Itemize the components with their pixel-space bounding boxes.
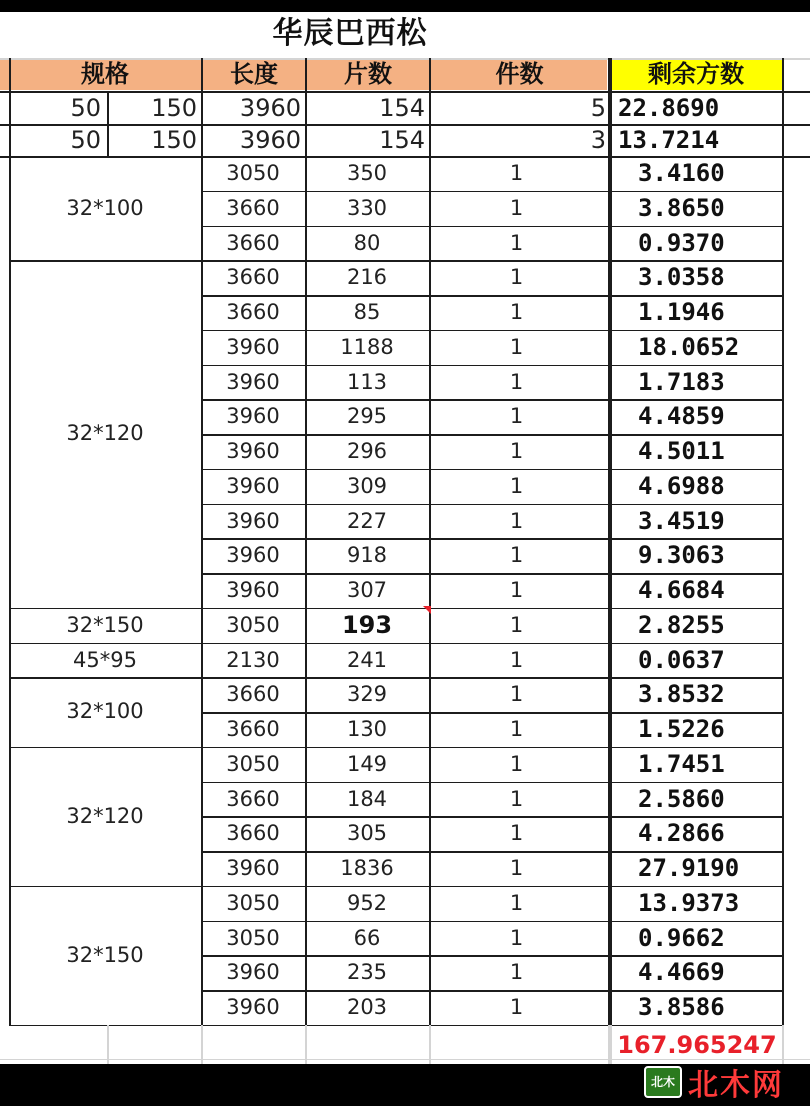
- cell-remaining[interactable]: 1.1946: [638, 298, 725, 326]
- cell-length[interactable]: 3960: [226, 960, 280, 985]
- grid-vline: [9, 677, 11, 747]
- grid-hline: [201, 330, 782, 332]
- grid-vline: [9, 643, 11, 678]
- grid-vline: [9, 260, 11, 608]
- cell-spec-thickness[interactable]: 50: [70, 94, 101, 122]
- cell-count[interactable]: 1: [509, 230, 524, 255]
- cell-remaining[interactable]: 0.0637: [638, 645, 725, 674]
- cell-length[interactable]: 3660: [226, 717, 280, 741]
- grid-vline: [201, 92, 203, 124]
- header-fill-edge: [0, 58, 9, 90]
- grid-hline: [0, 58, 810, 60]
- cell-spec-width[interactable]: 150: [151, 126, 197, 154]
- cell-count[interactable]: 1: [509, 473, 524, 498]
- cell-pieces[interactable]: 329: [346, 682, 388, 707]
- grid-vline: [107, 92, 109, 124]
- cell-count[interactable]: 1: [509, 161, 524, 185]
- cell-pieces[interactable]: 241: [346, 647, 388, 672]
- watermark-logo-icon: 北木: [644, 1066, 682, 1098]
- cell-spec-thickness[interactable]: 50: [70, 126, 101, 154]
- cell-remaining[interactable]: 18.0652: [638, 332, 740, 361]
- watermark-text: 北木网: [688, 1068, 784, 1103]
- grid-vline: [107, 124, 109, 156]
- cell-length[interactable]: 3050: [226, 890, 280, 915]
- grid-vline: [610, 58, 612, 92]
- cell-length[interactable]: 3960: [226, 508, 280, 533]
- cell-spec-group[interactable]: 32*100: [66, 699, 144, 724]
- grid-vline: [429, 156, 431, 1025]
- grid-hline: [201, 608, 782, 610]
- cell-pieces[interactable]: 66: [353, 925, 381, 950]
- cell-length[interactable]: 3660: [226, 300, 280, 324]
- grid-vline: [305, 92, 307, 124]
- grid-hline: [201, 1025, 782, 1027]
- cell-count[interactable]: 1: [509, 543, 524, 568]
- cell-remaining[interactable]: 1.7183: [638, 367, 725, 396]
- cell-remaining[interactable]: 1.5226: [638, 715, 725, 743]
- grid-hline: [201, 782, 782, 784]
- grid-vline: [201, 124, 203, 156]
- cell-count[interactable]: 1: [509, 334, 524, 359]
- cell-count[interactable]: 1: [509, 995, 524, 1019]
- grid-vline: [782, 58, 784, 92]
- grid-hline: [201, 990, 782, 992]
- cell-pieces[interactable]: 1836: [340, 856, 394, 880]
- grid-hline: [201, 955, 782, 957]
- grid-hline: [201, 573, 782, 575]
- cell-length[interactable]: 3050: [226, 751, 280, 776]
- grid-hline: [201, 677, 782, 679]
- cell-remaining[interactable]: 3.4160: [638, 159, 725, 187]
- cell-count[interactable]: 1: [509, 439, 524, 463]
- cell-spec-group[interactable]: 32*100: [66, 196, 144, 220]
- grid-hline: [201, 260, 782, 262]
- cell-remaining[interactable]: 3.8586: [638, 993, 725, 1021]
- grid-vline: [429, 1025, 431, 1064]
- cell-pieces[interactable]: 296: [346, 439, 388, 463]
- cell-remaining[interactable]: 0.9370: [638, 228, 725, 257]
- grid-hline: [201, 295, 782, 297]
- cell-length[interactable]: 3960: [226, 578, 280, 602]
- cell-remaining[interactable]: 4.6988: [638, 471, 725, 500]
- cell-remaining[interactable]: 4.6684: [638, 576, 725, 604]
- grid-hline: [201, 747, 782, 749]
- cell-count[interactable]: 1: [509, 751, 524, 776]
- cell-length[interactable]: 3960: [239, 126, 301, 154]
- grid-vline: [107, 1025, 109, 1064]
- grid-vline: [429, 124, 431, 156]
- cell-remaining[interactable]: 13.9373: [638, 888, 740, 917]
- cell-remaining[interactable]: 2.5860: [638, 784, 725, 813]
- header-pieces[interactable]: 片数: [344, 60, 392, 88]
- cell-spec-group[interactable]: 45*95: [73, 647, 137, 672]
- total-remaining[interactable]: 167.965247: [617, 1031, 777, 1059]
- cell-pieces[interactable]: 350: [346, 161, 388, 185]
- cell-count[interactable]: 5: [590, 94, 606, 122]
- cell-length[interactable]: 3960: [226, 404, 280, 429]
- cell-count[interactable]: 1: [509, 369, 524, 394]
- cell-remaining[interactable]: 4.4669: [638, 958, 725, 987]
- grid-vline: [201, 260, 203, 608]
- grid-hline: [201, 643, 782, 645]
- grid-vline: [201, 1025, 203, 1064]
- grid-vline: [610, 156, 612, 1025]
- cell-remaining[interactable]: 3.8532: [638, 680, 725, 709]
- cell-length[interactable]: 3960: [226, 995, 280, 1019]
- cell-length[interactable]: 3960: [239, 94, 301, 122]
- grid-vline: [9, 124, 11, 156]
- grid-vline: [9, 92, 11, 124]
- cell-pieces[interactable]: 80: [353, 230, 381, 255]
- cell-count[interactable]: 1: [509, 578, 524, 602]
- cell-count[interactable]: 1: [509, 404, 524, 429]
- cell-pieces[interactable]: 307: [346, 578, 388, 602]
- cell-pieces[interactable]: 305: [346, 821, 388, 846]
- cell-count[interactable]: 1: [509, 856, 524, 880]
- cell-remaining[interactable]: 4.5011: [638, 437, 725, 465]
- cell-remaining[interactable]: 1.7451: [638, 749, 725, 778]
- cell-count[interactable]: 1: [509, 647, 524, 672]
- cell-pieces[interactable]: 184: [346, 786, 388, 811]
- cell-count[interactable]: 1: [509, 682, 524, 707]
- grid-vline: [201, 58, 203, 92]
- grid-vline: [201, 643, 203, 678]
- cell-remaining[interactable]: 3.0358: [638, 263, 725, 292]
- grid-hline: [201, 921, 782, 923]
- cell-pieces[interactable]: 85: [353, 300, 381, 324]
- grid-hline: [0, 91, 810, 93]
- cell-count[interactable]: 1: [509, 717, 524, 741]
- cell-pieces[interactable]: 309: [346, 473, 388, 498]
- cell-pieces[interactable]: 295: [346, 404, 388, 429]
- grid-vline: [610, 92, 612, 124]
- grid-vline: [782, 1025, 784, 1064]
- grid-vline: [305, 124, 307, 156]
- cell-spec-width[interactable]: 150: [151, 94, 197, 122]
- cell-count[interactable]: 1: [509, 265, 524, 290]
- cell-spec-group[interactable]: 32*150: [66, 942, 144, 967]
- grid-vline: [201, 886, 203, 1025]
- grid-vline: [9, 58, 11, 92]
- cell-length[interactable]: 3660: [226, 821, 280, 846]
- cell-length[interactable]: 3960: [226, 543, 280, 568]
- cell-pieces[interactable]: 235: [346, 960, 388, 985]
- grid-hline: [201, 816, 782, 818]
- watermark: [644, 1064, 784, 1103]
- grid-vline: [305, 1025, 307, 1064]
- cell-length[interactable]: 3960: [226, 856, 280, 880]
- cell-remaining[interactable]: 22.8690: [618, 94, 720, 122]
- cell-length[interactable]: 3660: [226, 230, 280, 255]
- cell-count[interactable]: 1: [509, 960, 524, 985]
- cell-length[interactable]: 3050: [226, 925, 280, 950]
- cell-pieces[interactable]: 1188: [340, 334, 394, 359]
- grid-hline: [0, 156, 810, 158]
- cell-remaining[interactable]: 4.4859: [638, 402, 725, 431]
- grid-vline: [201, 747, 203, 886]
- grid-vline: [201, 156, 203, 260]
- grid-hline: [201, 191, 782, 193]
- grid-hline: [201, 886, 782, 888]
- cell-count[interactable]: 1: [509, 195, 524, 220]
- cell-count[interactable]: 1: [509, 300, 524, 324]
- grid-hline: [9, 747, 201, 749]
- grid-hline: [9, 886, 201, 888]
- cell-pieces[interactable]: 154: [379, 126, 425, 154]
- grid-vline: [782, 92, 784, 124]
- comment-marker-icon[interactable]: [423, 606, 431, 614]
- cell-length[interactable]: 3960: [226, 369, 280, 394]
- cell-remaining[interactable]: 0.9662: [638, 923, 725, 952]
- cell-remaining[interactable]: 3.4519: [638, 506, 725, 535]
- cell-count[interactable]: 1: [509, 612, 524, 637]
- cell-count[interactable]: 1: [509, 786, 524, 811]
- cell-pieces[interactable]: 154: [379, 94, 425, 122]
- grid-hline: [201, 712, 782, 714]
- grid-hline: [9, 643, 201, 645]
- grid-hline: [201, 504, 782, 506]
- cell-length[interactable]: 3050: [226, 161, 280, 185]
- grid-hline: [201, 365, 782, 367]
- cell-pieces[interactable]: 149: [346, 751, 388, 776]
- grid-vline: [9, 886, 11, 1025]
- sheet-title: 华辰巴西松: [272, 16, 428, 51]
- cell-remaining[interactable]: 9.3063: [638, 541, 725, 570]
- grid-hline: [9, 608, 201, 610]
- cell-pieces[interactable]: 952: [346, 890, 388, 915]
- cell-length[interactable]: 3960: [226, 439, 280, 463]
- grid-vline: [429, 58, 431, 92]
- header-length[interactable]: 长度: [230, 60, 278, 88]
- grid-hline: [201, 851, 782, 853]
- cell-count[interactable]: 3: [590, 126, 606, 154]
- cell-spec-group[interactable]: 32*150: [66, 612, 144, 637]
- header-remaining[interactable]: 剩余方数: [648, 60, 744, 88]
- cell-count[interactable]: 1: [509, 890, 524, 915]
- cell-remaining[interactable]: 13.7214: [618, 126, 720, 154]
- cell-spec-group[interactable]: 32*120: [66, 421, 144, 446]
- grid-hline: [9, 260, 201, 262]
- grid-hline: [201, 469, 782, 471]
- cell-remaining[interactable]: 4.2866: [638, 819, 725, 848]
- grid-vline: [305, 156, 307, 1025]
- grid-vline: [9, 747, 11, 886]
- cell-length[interactable]: 3660: [226, 195, 280, 220]
- header-spec[interactable]: 规格: [81, 60, 129, 88]
- grid-vline: [429, 92, 431, 124]
- cell-remaining[interactable]: 27.9190: [638, 854, 740, 882]
- grid-vline: [9, 156, 11, 260]
- grid-hline: [9, 1025, 201, 1027]
- cell-length[interactable]: 3960: [226, 473, 280, 498]
- header-count[interactable]: 件数: [495, 60, 544, 88]
- spreadsheet: [0, 12, 810, 1064]
- cell-pieces[interactable]: 193: [341, 610, 393, 639]
- grid-vline: [610, 124, 612, 156]
- grid-hline: [9, 677, 201, 679]
- cell-length[interactable]: 3660: [226, 265, 280, 290]
- grid-vline: [201, 608, 203, 643]
- cell-length[interactable]: 3050: [226, 612, 280, 637]
- cell-pieces[interactable]: 203: [346, 995, 388, 1019]
- cell-remaining[interactable]: 3.8650: [638, 193, 725, 222]
- cell-length[interactable]: 3960: [226, 334, 280, 359]
- cell-pieces[interactable]: 330: [346, 195, 388, 220]
- cell-remaining[interactable]: 2.8255: [638, 610, 725, 639]
- cell-length[interactable]: 3660: [226, 682, 280, 707]
- cell-pieces[interactable]: 113: [346, 369, 388, 394]
- grid-hline: [201, 434, 782, 436]
- cell-pieces[interactable]: 216: [346, 265, 388, 290]
- grid-vline: [305, 58, 307, 92]
- grid-hline: [0, 124, 810, 126]
- cell-spec-group[interactable]: 32*120: [66, 803, 144, 828]
- cell-count[interactable]: 1: [509, 508, 524, 533]
- cell-count[interactable]: 1: [509, 925, 524, 950]
- grid-vline: [201, 677, 203, 747]
- cell-pieces[interactable]: 918: [346, 543, 388, 568]
- grid-hline: [201, 399, 782, 401]
- cell-length[interactable]: 3660: [226, 786, 280, 811]
- grid-vline: [782, 156, 784, 1025]
- cell-count[interactable]: 1: [509, 821, 524, 846]
- cell-length[interactable]: 2130: [226, 647, 280, 672]
- grid-vline: [782, 124, 784, 156]
- grid-vline: [9, 608, 11, 643]
- grid-hline: [201, 226, 782, 228]
- cell-pieces[interactable]: 130: [346, 717, 388, 741]
- grid-hline: [201, 538, 782, 540]
- cell-pieces[interactable]: 227: [346, 508, 388, 533]
